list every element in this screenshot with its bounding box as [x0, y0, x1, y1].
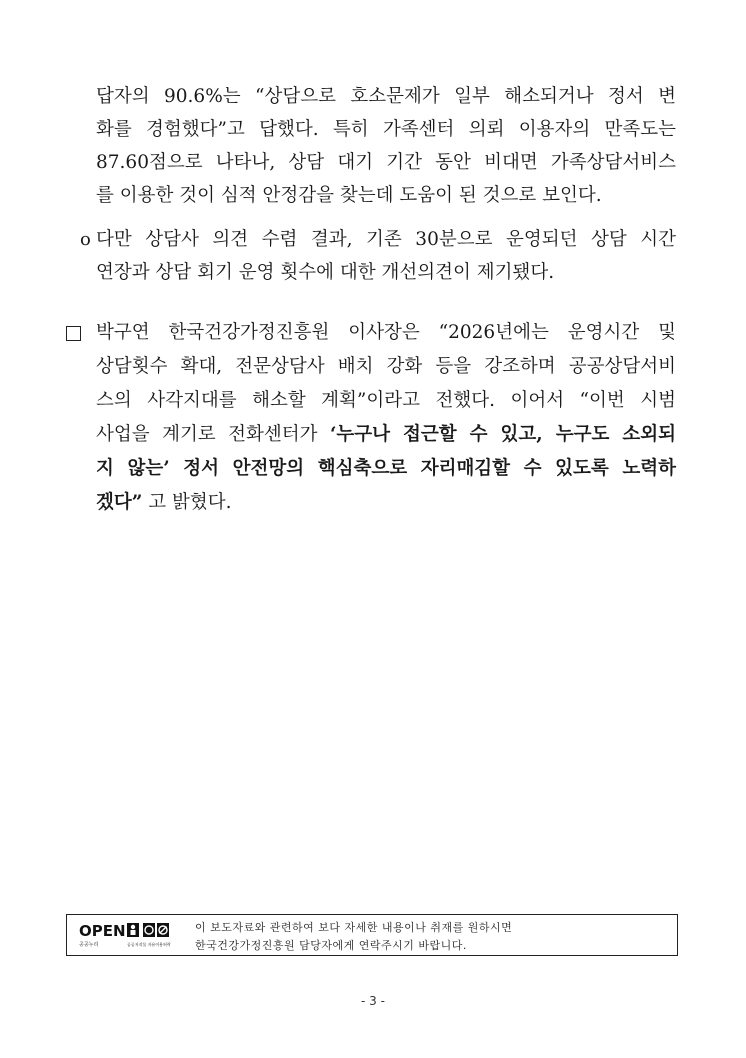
paragraph-3-line-6-normal: 고 밝혔다. [142, 492, 232, 513]
paragraph-3-line-4-normal: 사업을 계기로 전화센터가 [96, 424, 330, 445]
page-number: - 3 - [361, 994, 385, 1008]
kogl-open-icon [77, 921, 173, 949]
paragraph-3-line-6-bold: 겠다” [96, 492, 143, 513]
paragraph-3-line-4 [96, 424, 676, 446]
svg-text:OPEN: OPEN [79, 922, 126, 940]
paragraph-2-line-2: 연장과 상담 회기 운영 횟수에 대한 개선의견이 제기됐다. [96, 262, 555, 283]
paragraph-3-line-2: 상담횟수 확대, 전문상담사 배치 강화 등을 강조하며 공공상담서비 [96, 356, 676, 377]
logo-sub-left: 공공누리 [79, 942, 99, 948]
paragraph-2-line-1: 다만 상담사 의견 수렴 결과, 기존 30분으로 운영되던 상담 시간 [96, 229, 676, 250]
footer-text-line-2: 한국건강가정진흥원 담당자에게 연락주시기 바랍니다. [195, 939, 467, 952]
paragraph-3-line-1: 박구연 한국건강가정진흥원 이사장은 “2026년에는 운영시간 및 [96, 322, 676, 343]
paragraph-1-line-3: 87.60점으로 나타나, 상담 대기 기간 동안 비대면 가족상담서비스 [96, 152, 676, 173]
footer-notice-box [66, 914, 678, 956]
square-box-icon [66, 326, 81, 341]
paragraph-1-line-1: 답자의 90.6%는 “상담으로 호소문제가 일부 해소되거나 정서 변 [96, 86, 676, 107]
paragraph-1-line-2: 화를 경험했다”고 답했다. 특히 가족센터 의뢰 이용자의 만족도는 [96, 119, 676, 140]
paragraph-3-line-3: 스의 사각지대를 해소할 계획”이라고 전했다. 이어서 “이번 시범 [96, 390, 676, 411]
logo-sub-right: 공공저작물 자유이용허락 [127, 942, 171, 947]
footer-text-line-1: 이 보도자료와 관련하여 보다 자세한 내용이나 취재를 원하시면 [195, 921, 513, 934]
bullet-circle-marker: o [80, 229, 91, 250]
open-license-logo [77, 921, 173, 949]
paragraph-3-line-4-bold: ‘누구나 접근할 수 있고, 누구도 소외되 [329, 424, 676, 445]
paragraph-3-line-5: 지 않는’ 정서 안전망의 핵심축으로 자리매김할 수 있도록 노력하 [96, 458, 676, 479]
paragraph-1-line-4: 를 이용한 것이 심적 안정감을 찾는데 도움이 된 것으로 보인다. [96, 185, 602, 206]
paragraph-3-line-6 [96, 492, 676, 514]
